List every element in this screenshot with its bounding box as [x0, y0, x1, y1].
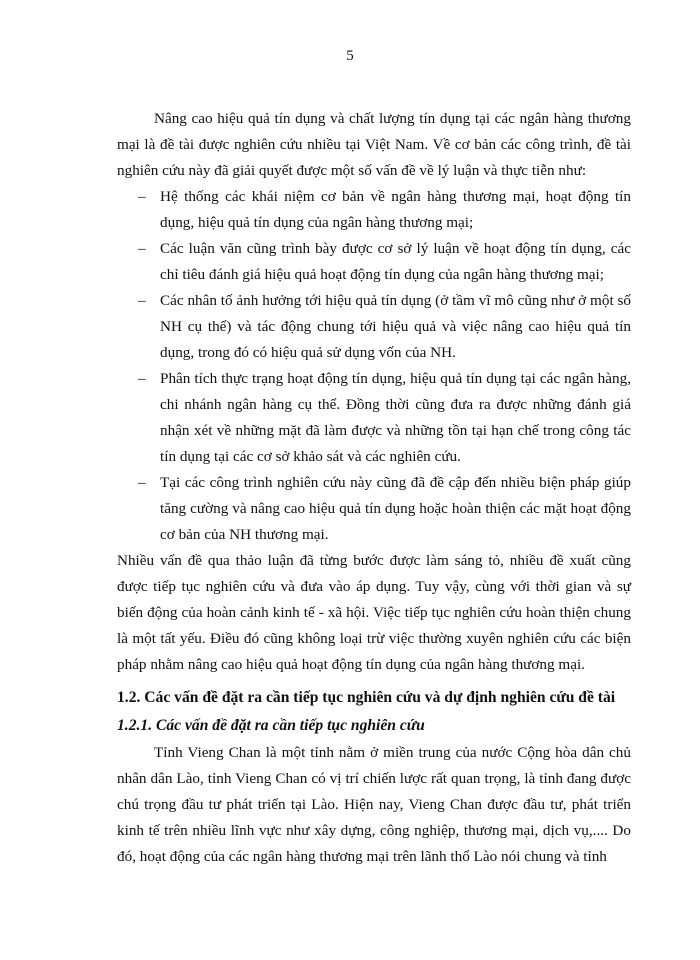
list-item [117, 470, 631, 548]
page-number: 5 [346, 48, 354, 64]
dash-marker: – [138, 188, 146, 205]
subsection-heading: 1.2.1. Các vấn đề đặt ra cần tiếp tục nghiên cứu [117, 717, 425, 734]
list-item-text: Phân tích thực trạng hoạt động tín dụng, hiệu quả tín dụng tại các ngân hàng, chi nhánh ngân hàng cụ thể. Đồng thời cũng đưa ra được những đánh giá nhận xét về những mặt đã làm được và những tồn tại hạn chế trong công tác tín dụng tại các cơ sở khảo sát và các nghiên cứu. [160, 370, 631, 465]
summary-paragraph: Nhiều vấn đề qua thảo luận đã từng bước được làm sáng tỏ, nhiều đề xuất cũng được tiếp tục nghiên cứu và đưa vào áp dụng. Tuy vậy, cùng với thời gian và sự biến động của hoàn cảnh kinh tế - xã hội. Việc tiếp tục nghiên cứu hoàn thiện chung là một tất yếu. Điều đó cũng không loại trừ việc thường xuyên nghiên cứu các biện pháp nhằm nâng cao hiệu quả hoạt động tín dụng của ngân hàng thương mại. [117, 552, 631, 673]
body-paragraph: Tỉnh Vieng Chan là một tỉnh nằm ở miền trung của nước Cộng hòa dân chủ nhân dân Lào, tỉnh Vieng Chan có vị trí chiến lược rất quan trọng, là tỉnh đang được chú trọng đầu tư phát triển tại Lào. Hiện nay, Vieng Chan được đầu tư, phát triển kinh tế trên nhiều lĩnh vực như xây dựng, công nghiệp, thương mại, dịch vụ,.... Do đó, hoạt động của các ngân hàng thương mại trên lãnh thổ Lào nói chung và tỉnh [117, 744, 631, 865]
list-item [117, 288, 631, 366]
section-heading: 1.2. Các vấn đề đặt ra cần tiếp tục nghiên cứu và dự định nghiên cứu đề tài [117, 689, 616, 706]
list-item [117, 366, 631, 470]
dash-marker: – [138, 474, 146, 491]
list-item-text: Hệ thống các khái niệm cơ bản về ngân hàng thương mại, hoạt động tín dụng, hiệu quả tín dụng của ngân hàng thương mại; [160, 188, 631, 231]
list-item [117, 236, 631, 288]
dash-marker: – [138, 370, 146, 387]
document-body [117, 106, 631, 870]
list-item-text: Các nhân tố ảnh hưởng tới hiệu quả tín dụng (ở tầm vĩ mô cũng như ở một số NH cụ thể) và tác động chung tới hiệu quả và việc nâng cao hiệu quả tín dụng, trong đó có hiệu quả sử dụng vốn của NH. [160, 292, 631, 361]
bullet-list [117, 184, 631, 548]
list-item [117, 184, 631, 236]
list-item-text: Các luận văn cũng trình bày được cơ sở lý luận về hoạt động tín dụng, các chỉ tiêu đánh giá hiệu quả hoạt động tín dụng của ngân hàng thương mại; [160, 240, 631, 283]
dash-marker: – [138, 292, 146, 309]
list-item-text: Tại các công trình nghiên cứu này cũng đã đề cập đến nhiều biện pháp giúp tăng cường và nâng cao hiệu quả tín dụng hoặc hoàn thiện các mặt hoạt động cơ bản của NH thương mại. [160, 474, 631, 543]
intro-paragraph: Nâng cao hiệu quả tín dụng và chất lượng tín dụng tại các ngân hàng thương mại là đề tài được nghiên cứu nhiều tại Việt Nam. Về cơ bản các công trình, đề tài nghiên cứu này đã giải quyết được một số vấn đề về lý luận và thực tiễn như: [117, 110, 631, 179]
dash-marker: – [138, 240, 146, 257]
